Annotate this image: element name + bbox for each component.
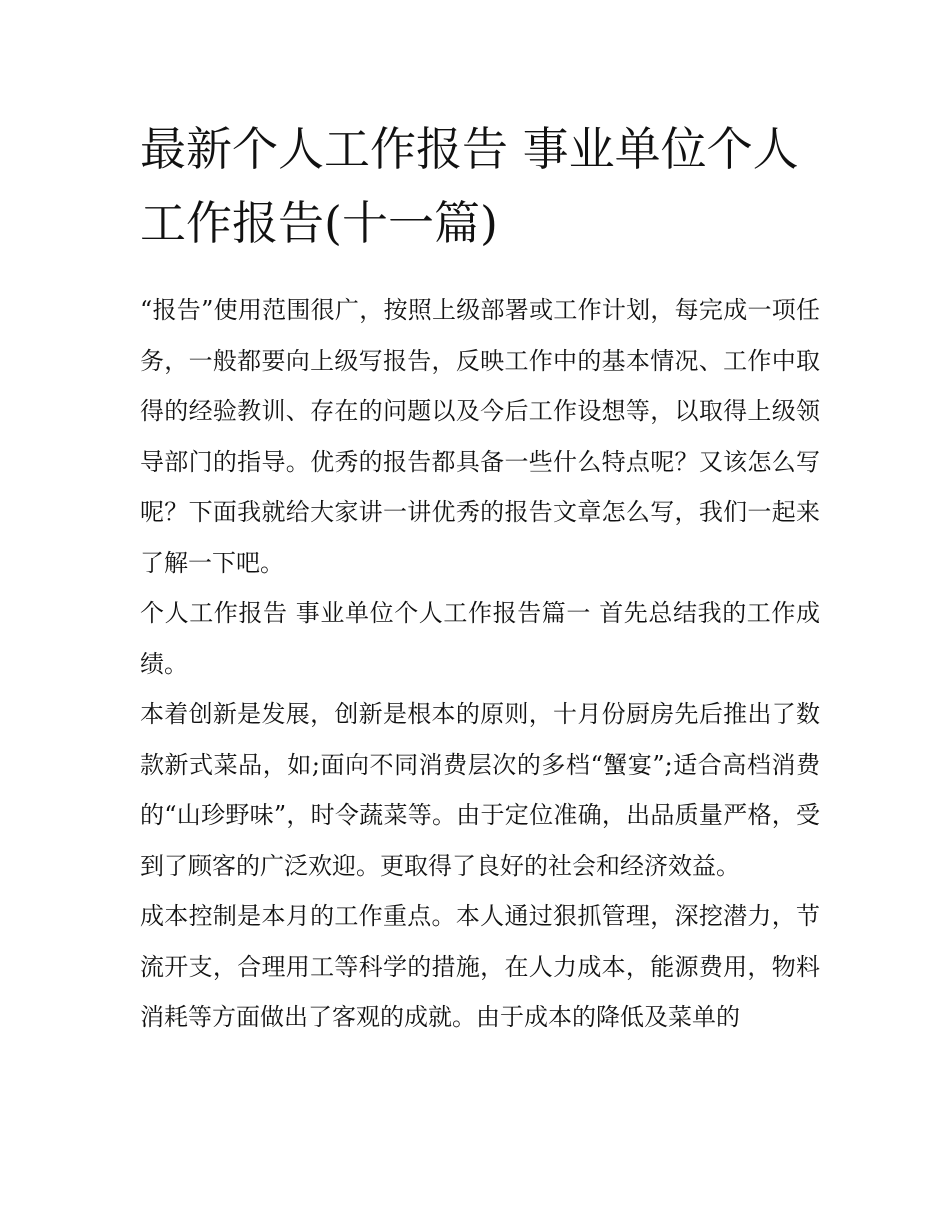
document-content [140,112,820,1043]
paragraph-intro: “报告”使用范围很广，按照上级部署或工作计划，每完成一项任务，一般都要向上级写报告，反映工作中的基本情况、工作中取得的经验教训、存在的问题以及今后工作设想等，以取得上级领导部门的指导。优秀的报告都具备一些什么特点呢？又该怎么写呢？下面我就给大家讲一讲优秀的报告文章怎么写，我们一起来了解一下吧。 [140,296,820,577]
document-title: 最新个人工作报告 事业单位个人工作报告(十一篇) [140,122,799,250]
paragraph-section-heading: 个人工作报告 事业单位个人工作报告篇一 首先总结我的工作成绩。 [140,599,820,678]
paragraph-cost-control: 成本控制是本月的工作重点。本人通过狠抓管理，深挖潜力，节流开支，合理用工等科学的措施，在人力成本，能源费用，物料消耗等方面做出了客观的成就。由于成本的降低及菜单的 [140,902,820,1031]
paragraph-innovation: 本着创新是发展，创新是根本的原则，十月份厨房先后推出了数款新式菜品，如;面向不同消费层次的多档“蟹宴”;适合高档消费的“山珍野味”，时令蔬菜等。由于定位准确，出品质量严格，受到了顾客的广泛欢迎。更取得了良好的社会和经济效益。 [140,700,820,880]
document-body [140,285,820,1043]
